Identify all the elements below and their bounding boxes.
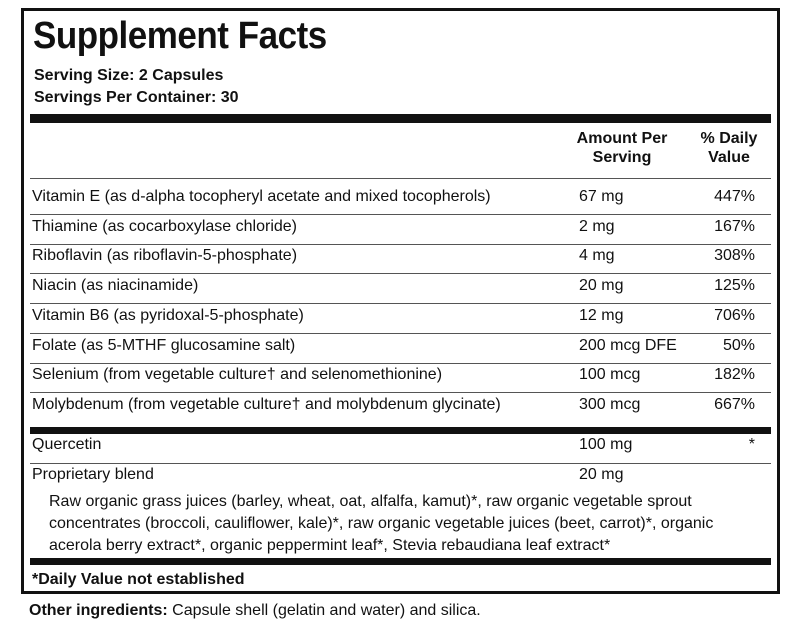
nutrient-name: Proprietary blend	[32, 466, 154, 483]
nutrient-amount: 12 mg	[579, 306, 624, 324]
panel-title: Supplement Facts	[33, 15, 327, 57]
bottom-thick-rule	[30, 558, 771, 565]
mid-thick-rule	[30, 427, 771, 434]
nutrient-amount: 100 mg	[579, 436, 633, 453]
serving-size: Serving Size: 2 Capsules	[34, 67, 224, 84]
nutrient-name: Vitamin E (as d-alpha tocopheryl acetate and mixed tocopherols)	[32, 188, 491, 205]
nutrient-amount: 200 mcg DFE	[579, 336, 677, 354]
row-divider	[30, 392, 771, 393]
nutrient-daily-value: 667%	[714, 395, 755, 413]
header-daily-value: % Daily Value	[700, 130, 758, 166]
other-ingredients	[29, 603, 481, 619]
nutrient-name: Selenium (from vegetable culture† and selenomethionine)	[32, 366, 443, 384]
servings-per-container: Servings Per Container: 30	[34, 89, 239, 106]
row-divider	[30, 363, 771, 364]
nutrient-amount: 4 mg	[579, 247, 615, 265]
nutrient-name: Quercetin	[32, 436, 102, 453]
row-divider	[30, 463, 771, 464]
nutrient-name: Niacin (as niacinamide)	[32, 277, 199, 295]
nutrient-amount: 100 mcg	[579, 366, 641, 384]
nutrient-daily-value: 706%	[714, 306, 755, 324]
daily-value-footnote: *Daily Value not established	[32, 571, 245, 588]
row-divider	[30, 333, 771, 334]
nutrient-daily-value: 308%	[714, 247, 755, 265]
top-thick-rule	[30, 114, 771, 123]
nutrient-name: Thiamine (as cocarboxylase chloride)	[32, 217, 297, 235]
nutrient-name: Molybdenum (from vegetable culture† and molybdenum glycinate)	[32, 395, 501, 413]
row-divider	[30, 244, 771, 245]
nutrient-amount: 67 mg	[579, 188, 624, 205]
nutrient-name: Riboflavin (as riboflavin-5-phosphate)	[32, 247, 298, 265]
header-rule	[30, 178, 771, 179]
nutrient-daily-value: 167%	[714, 217, 755, 235]
header-amount-per-serving: Amount Per Serving	[576, 130, 668, 166]
nutrient-daily-value: 125%	[714, 277, 755, 295]
nutrient-amount: 20 mg	[579, 277, 624, 295]
nutrient-amount: 2 mg	[579, 217, 615, 235]
supplement-facts-panel	[21, 8, 780, 594]
row-divider	[30, 214, 771, 215]
row-divider	[30, 303, 771, 304]
nutrient-daily-value: *	[748, 436, 755, 453]
row-divider	[30, 273, 771, 274]
nutrient-name: Folate (as 5-MTHF glucosamine salt)	[32, 336, 296, 354]
nutrient-daily-value: 447%	[714, 188, 755, 205]
nutrient-name: Vitamin B6 (as pyridoxal-5-phosphate)	[32, 306, 304, 324]
nutrient-daily-value: 182%	[714, 366, 755, 384]
other-ingredients-label: Other ingredients:	[29, 602, 168, 619]
proprietary-blend-description: Raw organic grass juices (barley, wheat, oat, alfalfa, kamut)*, raw organic vegetable sprout concentrates (broccoli, cauliflower, kale)*, raw organic vegetable juices (beet, carrot)*, organic acerola berry extract*, organic peppermint leaf*, Stevia rebaudiana leaf extract*	[49, 493, 714, 554]
other-ingredients-text: Capsule shell (gelatin and water) and silica.	[167, 602, 481, 619]
nutrient-amount: 300 mcg	[579, 395, 641, 413]
nutrient-daily-value: 50%	[722, 336, 755, 354]
nutrient-amount: 20 mg	[579, 466, 624, 483]
